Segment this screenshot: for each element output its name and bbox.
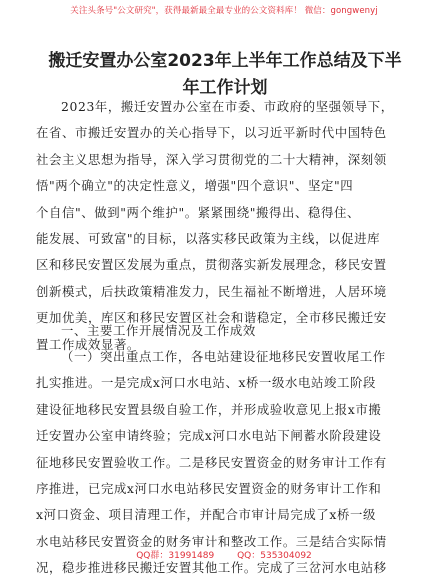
promo-banner: 关注头条号"公文研究"，获得最新最全最专业的公文资料库！ 微信：gongwenyj [70,6,378,16]
text-line: 序推进，已完成x河口水电站移民安置资金的财务审计工作和 [36,481,382,497]
text-line: 2023年，搬迁安置办公室在市委、市政府的坚强领导下， [61,99,394,114]
text-line: 更加优美，库区和移民安置区社会和谐稳定，全市移民搬迁安 [36,310,387,326]
qq-contact-text: QQ：535304092 [237,551,312,561]
text-line: 区和移民安置区发展为重点，贯彻落实新发展理念，移民安置 [36,257,387,273]
text-line: 扎实推进。一是完成x河口水电站、x桥一级水电站竣工阶段 [36,375,376,391]
text-line: 况，稳步推进移民搬迁安置其他工作。完成了三岔河水电站移 [36,560,387,576]
text-line: 能发展、可致富"的目标，以落实移民政策为主线，以促进库 [36,231,381,247]
text-line: 水电站移民安置资金的财务审计和整改工作。三是结合实际情 [36,533,387,549]
heading-line: 一、主要工作开展情况及工作成效 [61,323,256,338]
text-line: 迁安置办公室申请终验；完成x河口水电站下闸蓄水阶段建设 [36,428,382,444]
text-line: x河口资金、项目清理工作，并配合市审计局完成了x桥一级 [36,507,376,523]
qq-group-text: QQ群：31991489 [136,551,215,561]
text-line: 在省、市搬迁安置办的关心指导下，以习近平新时代中国特色 [36,125,387,141]
text-line: 个自信"、做到"两个维护"。紧紧围绕"搬得出、稳得住、 [36,204,360,220]
text-line: 建设征地移民安置县级自验工作，并形成验收意见上报x市搬 [36,401,382,417]
title-line: 搬迁安置办公室2023年上半年工作总结及下半 [48,51,402,71]
section-heading [36,318,412,344]
text-line: 置工作成效显著。 [36,336,140,352]
text-line: 创新模式，后扶政策精准发力，民生福祉不断增进，人居环境 [36,283,387,299]
section-paragraph [36,344,412,582]
contact-footer [0,548,448,561]
text-line: （一）突出重点工作，各电站建设征地移民安置收尾工作 [61,349,386,364]
title-line: 年工作计划 [182,78,268,98]
text-line: 征地移民安置验收工作。二是移民安置资金的财务审计工作有 [36,454,387,470]
text-line: 社会主义思想为指导，深入学习贯彻党的二十大精神，深刻领 [36,151,387,167]
text-line: 悟"两个确立"的决定性意义，增强"四个意识"、坚定"四 [36,178,354,194]
